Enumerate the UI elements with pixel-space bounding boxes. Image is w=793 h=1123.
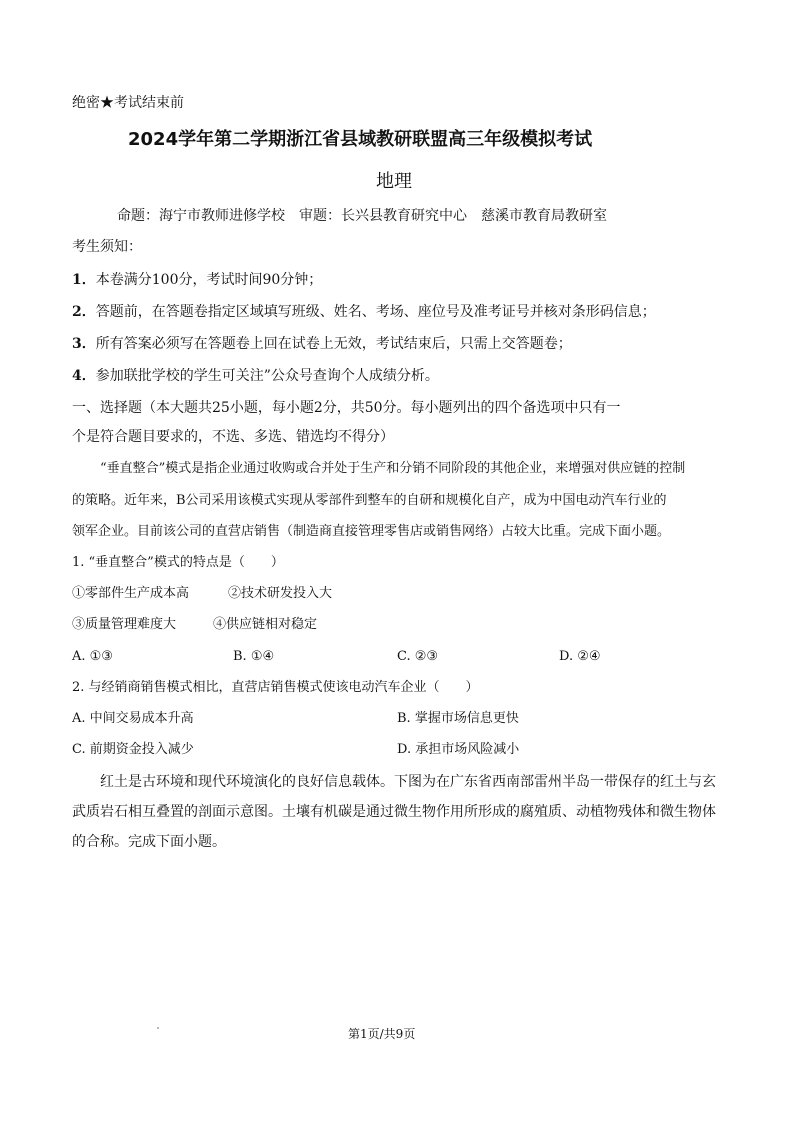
q1-option-b[interactable]: B. ①④ <box>233 649 275 664</box>
notice-item <box>72 337 572 351</box>
authors-line: 命题：海宁市教师进修学校 审题：长兴县教育研究中心 慈溪市教育局教研室 <box>117 208 607 224</box>
q1-option-c[interactable]: C. ②③ <box>397 649 439 664</box>
scan-speck <box>157 1027 159 1029</box>
passage-line: 的合称。完成下面小题。 <box>72 834 226 850</box>
q1-item-4: ④供应链相对稳定 <box>213 617 318 632</box>
notice-item-number: 3． <box>72 336 96 352</box>
notice-item <box>72 305 656 319</box>
exam-title: 2024学年第二学期浙江省县域教研联盟高三年级模拟考试 <box>128 129 593 150</box>
q1-option-d[interactable]: D. ②④ <box>559 649 601 664</box>
notice-heading: 考生须知： <box>72 239 142 255</box>
question-2-stem: 2. 与经销商销售模式相比，直营店销售模式使该电动汽车企业（ ） <box>72 680 479 695</box>
notice-item-text: 答题前，在答题卷指定区域填写班级、姓名、考场、座位号及准考证号并核对条形码信息； <box>95 304 656 320</box>
notice-item <box>72 273 322 287</box>
notice-item <box>72 369 439 383</box>
page-number: 第1页/共9页 <box>348 1027 416 1041</box>
q2-option-d[interactable]: D. 承担市场风险减小 <box>397 742 520 757</box>
notice-item-number: 1． <box>72 272 96 288</box>
passage-line: “垂直整合”模式是指企业通过收购或合并处于生产和分销不同阶段的其他企业，来增强对供应链的控制 <box>100 461 686 476</box>
confidential-label: 绝密★考试结束前 <box>72 95 184 111</box>
notice-item-number: 2． <box>72 304 96 320</box>
notice-item-text: 本卷满分100分，考试时间90分钟； <box>95 272 323 288</box>
question-1-stem: 1. “垂直整合”模式的特点是（ ） <box>72 555 284 570</box>
passage-line: 红土是古环境和现代环境演化的良好信息载体。下图为在广东省西南部雷州半岛一带保存的红土与玄 <box>100 774 716 790</box>
passage-line: 领军企业。目前该公司的直营店销售（制造商直接管理零售店或销售网络）占较大比重。完成下面小题。 <box>72 524 671 539</box>
notice-item-text: 所有答案必须写在答题卷上回在试卷上无效，考试结束后，只需上交答题卷； <box>95 336 572 352</box>
q1-item-1: ①零部件生产成本高 <box>72 586 190 601</box>
section-heading-cont: 个是符合题目要求的，不选、多选、错选均不得分） <box>72 429 394 445</box>
q1-item-2: ②技术研发投入大 <box>228 586 333 601</box>
q2-option-b[interactable]: B. 掌握市场信息更快 <box>397 711 519 726</box>
passage-line: 的策略。近年来，B公司采用该模式实现从零部件到整车的自研和规模化自产，成为中国电动汽车行业的 <box>72 493 667 508</box>
notice-item-number: 4． <box>72 368 96 384</box>
q1-option-a[interactable]: A. ①③ <box>72 649 113 664</box>
notice-item-text: 参加联批学校的学生可关注”公众号查询个人成绩分析。 <box>95 368 439 384</box>
q2-option-c[interactable]: C. 前期资金投入减少 <box>72 742 194 757</box>
q2-option-a[interactable]: A. 中间交易成本升高 <box>72 711 194 726</box>
subject-title: 地理 <box>376 171 412 192</box>
section-heading: 一、选择题（本大题共25小题，每小题2分，共50分。每小题列出的四个备选项中只有一 <box>72 400 621 416</box>
q1-item-3: ③质量管理难度大 <box>72 617 177 632</box>
passage-line: 武质岩石相互叠置的剖面示意图。土壤有机碳是通过微生物作用所形成的腐殖质、动植物残体和微生物体 <box>72 804 716 820</box>
